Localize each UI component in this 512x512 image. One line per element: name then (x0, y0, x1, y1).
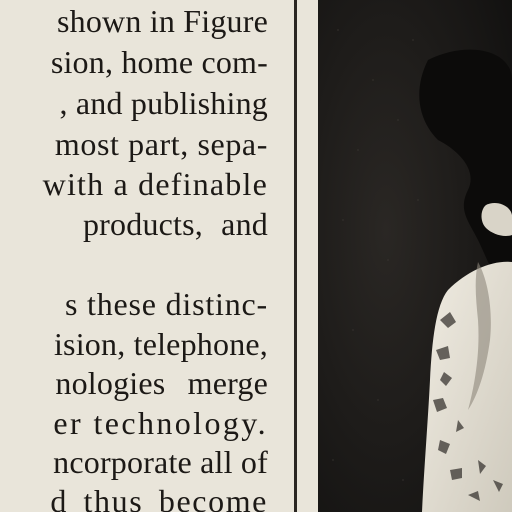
article-line-6: products, and (82, 206, 268, 242)
portrait-photo (318, 0, 512, 512)
article-line-2: sion, home com- (50, 44, 268, 80)
column-divider-rule (294, 0, 297, 512)
article-line-11: ncorporate all of (53, 444, 268, 480)
article-line-10: er technology. (53, 405, 268, 441)
article-line-7: s these distinc- (65, 286, 268, 322)
portrait-photo-graphic (318, 0, 512, 512)
article-line-3: , and publishing (59, 85, 268, 121)
article-line-12: d thus become (50, 483, 268, 512)
article-line-9: nologies merge (55, 365, 268, 401)
article-line-8: ision, telephone, (53, 326, 268, 362)
article-line-4: most part, sepa- (54, 126, 268, 162)
article-line-5: with a definable (42, 166, 268, 202)
article-line-1: shown in Figure (57, 3, 268, 39)
